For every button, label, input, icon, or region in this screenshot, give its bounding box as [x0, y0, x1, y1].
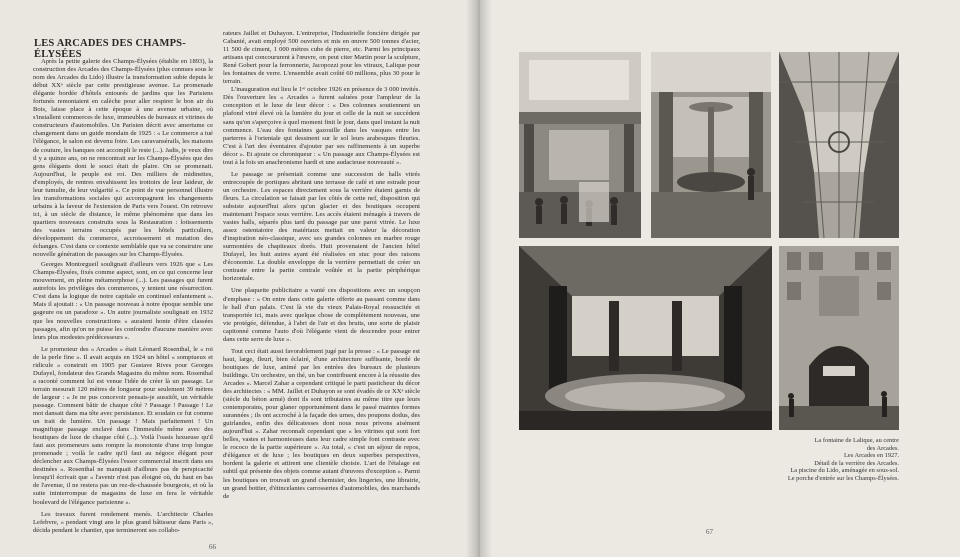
caption-line: La fontaine de Lalique, au centre — [814, 437, 899, 444]
paragraph: Tout ceci était aussi favorablement jugé par la presse : « Le passage est haut, large, fleuri, bien éclairé, d'une architecture suffisante, bordé de boutiques de luxe, animé par les entrées des bureaux de plusieurs buildings. Un orchestre, un thé, un bar contribuent encore à la réussite des Arcades ». Marcel Zahar a cependant critiqué le parti pasticheur du décor des architectes : « MM. Jaillet et Duhayon se sont évadés de ce XXᵉ siècle (siècle du béton armé) dont ils sont tributaires au même titre que leurs contemporains, pour glaner opportunément dans le passé maintes formes surannées ; ils ont accroché à la façade des urnes, des poupons dodus, des guirlandes, enfin des délicatesses dont nous nous privons aisément aujourd'hui ». Zahar reconnaît cependant que « les vitrines qui sont fort belles, vastes et harmonieuses dans leur cadre simple font contraste avec le rococo de la partie supérieure ». Au total, « c'est un séjour de repos, d'élégance et de luxe ; les boutiques en deux superbes perspectives, bordent la galerie et attirent une clientèle choisie. L'art de l'étalage est subtil qui présente des objets comme autant d'œuvres d'exception ». Parmi les boutiques on trouvait un grand chemisier, des lingeries, une librairie, un grand bottier, d'étincelantes carrosseries d'automobiles, des marchands de — [223, 347, 420, 500]
paragraph: Le passage se présentait comme une succession de halls vitrés entrecoupée de portiques abritant une terrasse de café et une estrade pour un orchestre. Les espaces directement sous la verrière étaient garnis de fleurs. La circulation se faisait par les côtés de cette nef, disposition qui subsiste aujourd'hui alors qu'un glacier et des boutiques occupent maintenant l'espace sous verrière. Les accès étaient ménagés à travers de vastes halls, séparés plus tard du passage par une paroi vitrée. Le luxe assez ostentatoire des matériaux mettait en valeur la décoration d'inspiration néo-classique, avec ses grandes colonnes en marbre rouge surmontées de chapiteaux dorés. Huit provenaient de l'ancien hôtel Dufayel, les huit autres ayant été réalisées en stuc pour des raisons d'économie. La double enveloppe de la verrière permettait de créer un contraste entre la partie centrale voûtée et la partie périphérique horizontale. — [223, 170, 420, 283]
text-column-1 — [33, 58, 213, 534]
caption-line: des Arcades. — [866, 444, 899, 452]
page-number-left: 66 — [209, 543, 216, 551]
caption-line: Les Arcades en 1927. — [843, 452, 899, 460]
paragraph: rateurs Jaillet et Duhayon. L'entreprise, l'Industrielle foncière dirigée par Cabanié, avait employé 500 ouvriers et mis en œuvre 500 tonnes d'acier, 11 500 de ciment, 1 000 mètres cube de pierre, etc. Parmi les principaux artisans qui concoururent à l'œuvre, on peut citer Martin pour la sculpture, René Gobert pour la ferronnerie, Jacopozzi pour les vitraux, Lalique pour les fontaines de verre. L'ensemble avait coûté 60 millions, plus 30 pour le terrain. — [223, 30, 420, 86]
text-column-2 — [223, 30, 420, 528]
book-gutter — [466, 0, 492, 557]
caption-line: Le porche d'entrée sur les Champs-Élysées. — [787, 474, 899, 482]
paragraph: Georges Montorgueil soulignait d'ailleurs vers 1926 que « Les Champs-Élysées, fixés comme aspect, sont, en ce qui concerne leur mouvement, en pleine métamorphose (...). Les passages qui furent autrefois les privilèges des commerces, y tentent une résurrection. C'est dans la logique de notre capitale en continuel enfantement ». Mais il ajoutait : « Un passage nouveau à notre époque semble une gageure ou un paradoxe ». Un autre journaliste soulignait en 1932 que les nouvelles constructions « auraient honte d'être classées passages, afin qu'on ne puisse les confondre d'aucune manière avec leurs plus modestes prédécesseurs ». — [33, 261, 213, 341]
paragraph: Après la petite galerie des Champs-Élysées (établie en 1893), la construction des Arcades des Champs-Élysées (plus connues sous le nom des Arcades du Lido) illustre la transformation subie depuis le début XXᵉ siècle par cette prestigieuse avenue. La promenade élégante bordée d'hôtels entourés de jardins que les Parisiens fortunés remontaient en calèche pour aller respirer le bon air du Bois, laisse place à cette époque à une avenue urbaine, où s'installent commerces de luxe, immeubles de bureaux et vitrines de constructeurs d'automobiles. Un Parisien décrit avec amertume ce changement dans un guide mondain de 1925 : « Le commerce a tué l'élégance, le salon est devenu foire. Les caravansérails, les maisons de couture, les banques ont accompli le reste (...). Jadis, je veux dire il y a quinze ans, on ne rencontrait sur les Champs-Élysées que des gens élégants dont le souci était de plaire. On se promenait. Aujourd'hui, le peuple est roi. Des milliers de midinettes, d'employés, de rentres envahissent les trottoirs de leur laideur, de leur tumulte, de leur vulgarité ». Ce point de vue personnel illustre les transformations sociales qui accompagnent les changements urbains à la faveur de l'extension de Paris vers l'ouest. On retrouve ici, à un siècle de distance, le même phénomène que dans les quartiers nouveaux construits sous la Restauration : lotissements des vastes terrains occupés par les hôtels particuliers, développement du commerce, accroissement et mutation des échanges. C'est dans ce contexte semblable que va se construire une nouvelle génération de passages sur les Champs-Élysées. — [33, 58, 213, 259]
lido-pool-photo — [519, 246, 772, 430]
caption-line: La piscine du Lido, aménagée en sous-sol. — [790, 467, 899, 475]
paragraph: Le promoteur des « Arcades » était Léonard Rosenthal, le « roi de la perle fine ». Il avait acquis en 1924 un hôtel « somptueux et ridicule » construit en 1905 par Gustave Rives pour Georges Dufayel, fondateur des Grands Magasins du même nom. Rosenthal a raconté comment lui est venue l'idée de créer là un passage. Le terrain mesurait 120 mètres de longueur pour seulement 39 mètres de largeur : « Je ne pus concevoir pensais-je aussitôt, un véritable passage. Comment bâtir de chaque côté ? Passage ! Passage ! Le mot dansait dans ma tête avec persistance. Et soudain ce fut comme un trait de lumière. Un passage ! Mais parfaitement ! Un magnifique passage enclavé dans l'immeuble même avec des boutiques de luxe de chaque côté (...). Voilà l'oasis luxueuse qu'il faut aux promeneurs sans rompre la monotonie d'une trop longue promenade ; voilà le cadre qu'il faut au négoce élégant pour déclencher aux Champs-Élysées l'essor commercial inscrit dans ses destinées ». Rosenthal ne manquait d'ailleurs pas de perspicacité lorsqu'il écrivait que « l'avenir n'est pas éloigné où, du haut en bas de l'avenue, il ne restera pas un rez-de-chaussée bourgeois, et où la suite ininterrompue de magasins de luxe en fera le véritable boulevard de l'élégance parisienne ». — [33, 345, 213, 506]
arcade-gallery-photo — [519, 52, 641, 238]
page-number-right: 67 — [706, 528, 713, 536]
caption-line: Détail de la verrière des Arcades. — [814, 459, 899, 467]
lalique-fountain-photo — [651, 52, 771, 238]
paragraph: L'inauguration eut lieu le 1ᵉʳ octobre 1926 en présence de 3 000 invités. Dès l'ouverture les « Arcades » furent saluées pour l'ampleur de la conception et le luxe de leur décor : « Des colonnes soutiennent un plafond vitré élevé où la lumière du jour et celle de la nuit se succèdent sans qu'on s'aperçoive à quel moment finit le jour, dans quel instant la nuit commence. L'eau des fontaines gazouille dans les vasques entre les parterres à l'orientale qui dessinent sur le sol leurs arabesques fleuries. C'est à l'art des éventaires d'ajouter par ses raffinements à un superbe décor ». Et ajoute ce chroniqueur : « Un passage aux Champs-Élysées est tout à la fois un anachronisme hardi et une audacieuse nouveauté ». — [223, 86, 420, 166]
paragraph: Les travaux furent rondement menés. L'architecte Charles Lefebvre, « pendant vingt ans le plus grand bâtisseur dans Paris », décida pendant le chantier, que termineront ses collabo- — [33, 510, 213, 534]
paragraph: Une plaquette publicitaire a vanté ces dispositions avec un soupçon d'emphase : « On entre dans cette galerie offerte au passant comme dans le hall d'un palais. C'est là vie du vieux Palais-Royal ressuscitée et transportée ici, mais avec quelque chose de complètement nouveau, une vie protégée, défendue, à l'abri de l'air et des bruits, une sorte de plaisir capitonné comme l'auto d'où l'élégante vient de descendre pour entrer dans cette serre de luxe ». — [223, 287, 420, 343]
photo-captions — [757, 437, 899, 483]
glass-roof-photo — [779, 52, 899, 238]
page-title: LES ARCADES DES CHAMPS-ÉLYSÉES — [34, 38, 186, 60]
left-page — [0, 0, 478, 557]
entrance-porch-photo — [779, 246, 899, 430]
